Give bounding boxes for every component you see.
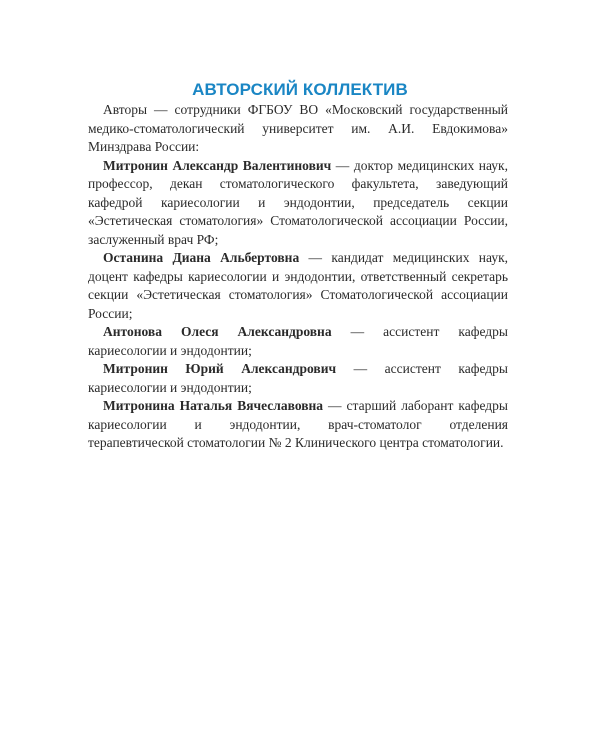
author-description: — ассистент кафедры кариесологии и эндодонтии;	[88, 361, 508, 395]
author-description: — доктор медицинских наук, профессор, декан стоматологического факультета, заведующий кафедрой кариесологии и эндодонтии, председатель секции «Эстетическая стоматология» Стоматологической ассоциации России, заслуженный врач РФ;	[88, 157, 508, 247]
author-entry	[88, 360, 508, 397]
intro-paragraph: Авторы — сотрудники ФГБОУ ВО «Московский государственный медико-стоматологический университет им. А.И. Евдокимова» Минздрава России:	[88, 102, 508, 154]
author-name: Митронина Наталья Вячеславовна	[103, 398, 324, 413]
authors-text-block	[88, 101, 508, 453]
author-entry	[88, 249, 508, 323]
author-entry	[88, 397, 508, 453]
author-description: — ассистент кафедры кариесологии и эндодонтии;	[88, 324, 508, 358]
author-name: Митронин Юрий Александрович	[103, 361, 337, 376]
page-title: АВТОРСКИЙ КОЛЛЕКТИВ	[192, 80, 408, 99]
author-description: — кандидат медицинских наук, доцент кафедры кариесологии и эндодонтии, ответственный секретарь секции «Эстетическая стоматология» Стоматологической ассоциации России;	[88, 250, 508, 321]
author-entry	[88, 157, 508, 250]
author-name: Митронин Александр Валентинович	[103, 157, 332, 173]
author-description: — старший лаборант кафедры кариесологии и эндодонтии, врач-стоматолог отделения терапевтической стоматологии № 2 Клинического центра стоматологии.	[88, 398, 508, 450]
author-entry	[88, 323, 508, 360]
author-name: Антонова Олеся Александровна	[103, 324, 332, 339]
author-name: Останина Диана Альбертовна	[103, 250, 300, 265]
